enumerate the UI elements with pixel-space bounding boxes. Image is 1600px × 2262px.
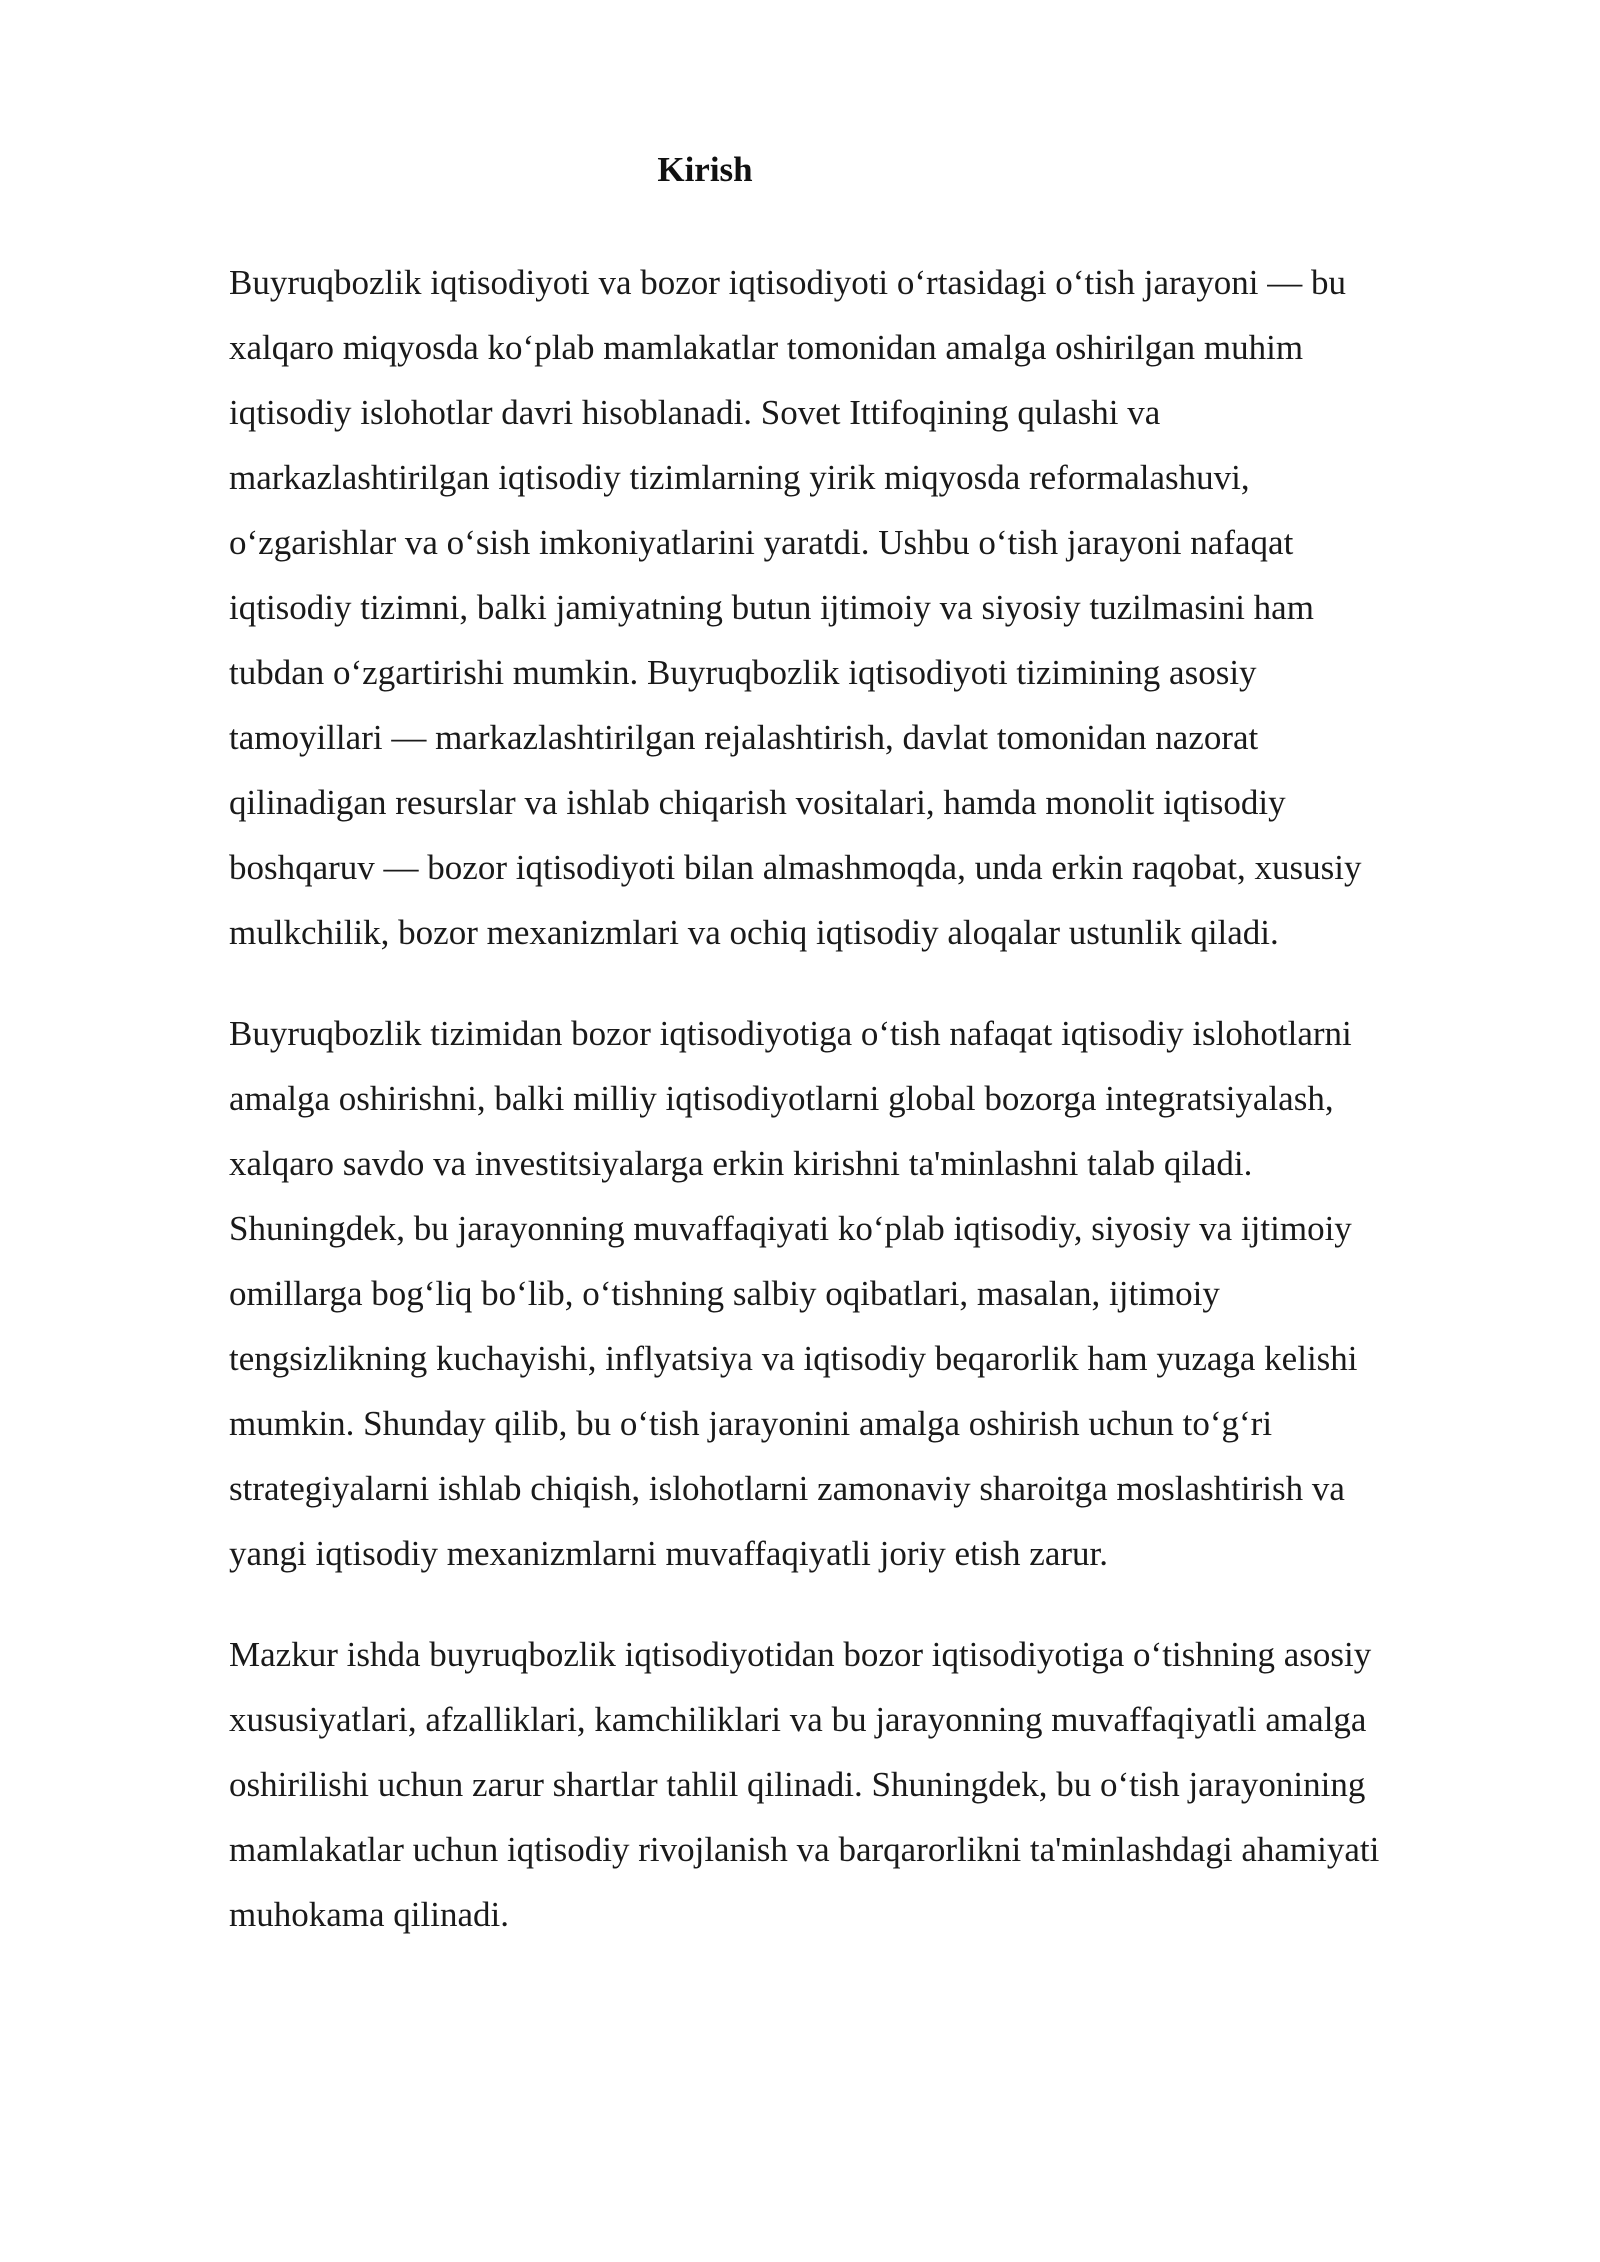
text-line: mamlakatlar uchun iqtisodiy rivojlanish va barqarorlikni ta'minlashdagi ahamiyati — [229, 1830, 1380, 1869]
text-line: Shuningdek, bu jarayonning muvaffaqiyati ko‘plab iqtisodiy, siyosiy va ijtimoiy — [229, 1209, 1352, 1248]
text-line: o‘zgarishlar va o‘sish imkoniyatlarini yaratdi. Ushbu o‘tish jarayoni nafaqat — [229, 523, 1294, 562]
text-line: mulkchilik, bozor mexanizmlari va ochiq iqtisodiy aloqalar ustunlik qiladi. — [229, 913, 1279, 952]
text-line: tubdan o‘zgartirishi mumkin. Buyruqbozlik iqtisodiyoti tizimining asosiy — [229, 653, 1257, 692]
text-line: Mazkur ishda buyruqbozlik iqtisodiyotidan bozor iqtisodiyotiga o‘tishning asosiy — [229, 1635, 1372, 1674]
paragraph-3 — [229, 1622, 1509, 1947]
paragraph-2 — [229, 1001, 1509, 1586]
text-line: oshirilishi uchun zarur shartlar tahlil qilinadi. Shuningdek, bu o‘tish jarayonining — [229, 1765, 1366, 1804]
document-body — [229, 250, 1509, 1983]
text-line: markazlashtirilgan iqtisodiy tizimlarning yirik miqyosda reformalashuvi, — [229, 458, 1250, 497]
text-line: mumkin. Shunday qilib, bu o‘tish jarayonini amalga oshirish uchun to‘g‘ri — [229, 1404, 1273, 1443]
text-line: tengsizlikning kuchayishi, inflyatsiya va iqtisodiy beqarorlik ham yuzaga kelishi — [229, 1339, 1358, 1378]
paragraph-1 — [229, 250, 1509, 965]
text-line: qilinadigan resurslar va ishlab chiqarish vositalari, hamda monolit iqtisodiy — [229, 783, 1286, 822]
text-line: tamoyillari — markazlashtirilgan rejalashtirish, davlat tomonidan nazorat — [229, 718, 1259, 757]
page-title: Kirish — [657, 150, 753, 189]
text-line: iqtisodiy tizimni, balki jamiyatning butun ijtimoiy va siyosiy tuzilmasini ham — [229, 588, 1314, 627]
text-line: iqtisodiy islohotlar davri hisoblanadi. Sovet Ittifoqining qulashi va — [229, 393, 1161, 432]
text-line: omillarga bog‘liq bo‘lib, o‘tishning salbiy oqibatlari, masalan, ijtimoiy — [229, 1274, 1220, 1313]
text-line: muhokama qilinadi. — [229, 1895, 509, 1934]
text-line: boshqaruv — bozor iqtisodiyoti bilan almashmoqda, unda erkin raqobat, xususiy — [229, 848, 1362, 887]
text-line: Buyruqbozlik iqtisodiyoti va bozor iqtisodiyoti o‘rtasidagi o‘tish jarayoni — bu — [229, 263, 1346, 302]
text-line: yangi iqtisodiy mexanizmlarni muvaffaqiyatli joriy etish zarur. — [229, 1534, 1108, 1573]
text-line: xalqaro miqyosda ko‘plab mamlakatlar tomonidan amalga oshirilgan muhim — [229, 328, 1304, 367]
text-line: xususiyatlari, afzalliklari, kamchiliklari va bu jarayonning muvaffaqiyatli amalga — [229, 1700, 1367, 1739]
text-line: strategiyalarni ishlab chiqish, islohotlarni zamonaviy sharoitga moslashtirish va — [229, 1469, 1345, 1508]
text-line: amalga oshirishni, balki milliy iqtisodiyotlarni global bozorga integratsiyalash, — [229, 1079, 1334, 1118]
text-line: Buyruqbozlik tizimidan bozor iqtisodiyotiga o‘tish nafaqat iqtisodiy islohotlarni — [229, 1014, 1352, 1053]
text-line: xalqaro savdo va investitsiyalarga erkin kirishni ta'minlashni talab qiladi. — [229, 1144, 1253, 1183]
